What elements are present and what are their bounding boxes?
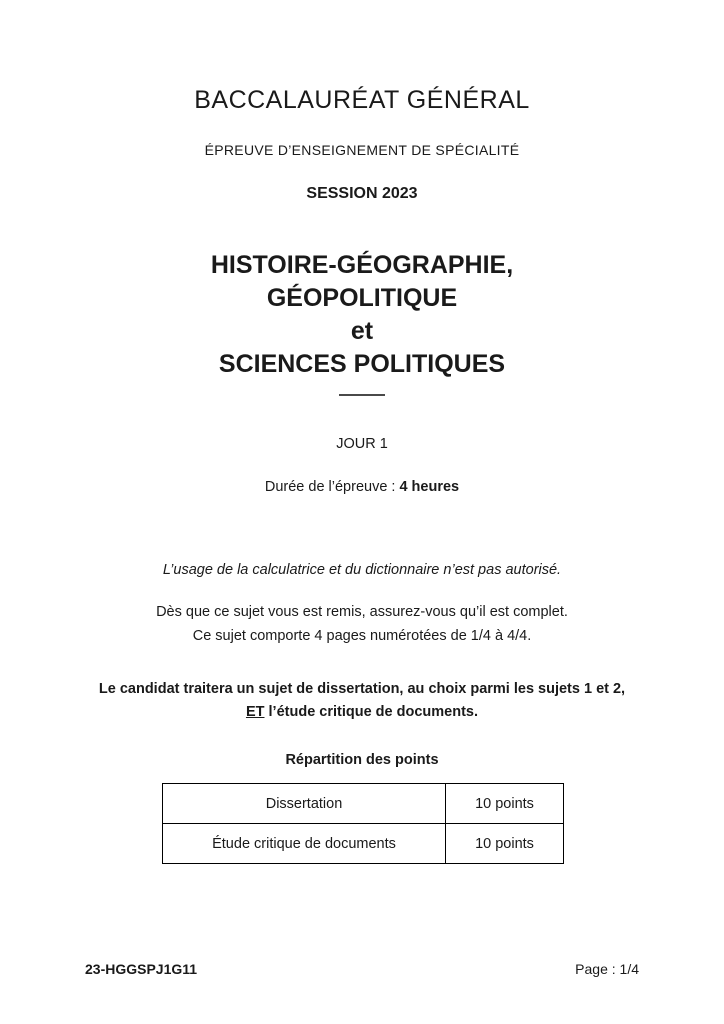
instruction-line2-rest: l’étude critique de documents. bbox=[264, 704, 479, 720]
points-row2-label: Étude critique de documents bbox=[163, 824, 446, 864]
exam-title: BACCALAURÉAT GÉNÉRAL bbox=[194, 86, 530, 114]
calculator-notice: L’usage de la calculatrice et du dictionnaire n’est pas autorisé. bbox=[162, 562, 562, 578]
table-row bbox=[163, 824, 564, 864]
divider-rule bbox=[339, 394, 385, 396]
points-row1-value: 10 points bbox=[446, 784, 564, 824]
subject-title-line1: HISTOIRE-GÉOGRAPHIE, bbox=[210, 251, 514, 279]
day-label: JOUR 1 bbox=[336, 436, 388, 452]
instruction-et-emphasis: ET bbox=[245, 704, 265, 720]
points-heading: Répartition des points bbox=[285, 752, 439, 768]
duration-label: Durée de l’épreuve : bbox=[264, 479, 400, 495]
duration-value: 4 heures bbox=[399, 479, 460, 495]
page-number: Page : 1/4 bbox=[575, 961, 639, 977]
session-label: SESSION 2023 bbox=[306, 185, 418, 202]
points-row2-value: 10 points bbox=[446, 824, 564, 864]
subject-title bbox=[0, 249, 724, 381]
subject-title-line3: et bbox=[350, 317, 374, 345]
points-row1-label: Dissertation bbox=[163, 784, 446, 824]
points-table bbox=[162, 783, 564, 864]
table-row bbox=[163, 784, 564, 824]
exam-subtitle: ÉPREUVE D’ENSEIGNEMENT DE SPÉCIALITÉ bbox=[204, 142, 520, 158]
subject-title-line4: SCIENCES POLITIQUES bbox=[218, 350, 506, 378]
subject-title-line2: GÉOPOLITIQUE bbox=[266, 284, 458, 312]
instruction-line2 bbox=[0, 704, 724, 720]
completeness-notice-2: Ce sujet comporte 4 pages numérotées de 1/4 à 4/4. bbox=[192, 628, 532, 644]
completeness-notice-1: Dès que ce sujet vous est remis, assurez-vous qu’il est complet. bbox=[156, 604, 568, 620]
instruction-line1: Le candidat traitera un sujet de dissertation, au choix parmi les sujets 1 et 2, bbox=[98, 681, 626, 697]
document-reference: 23-HGGSPJ1G11 bbox=[85, 961, 198, 977]
duration-line bbox=[0, 479, 724, 495]
